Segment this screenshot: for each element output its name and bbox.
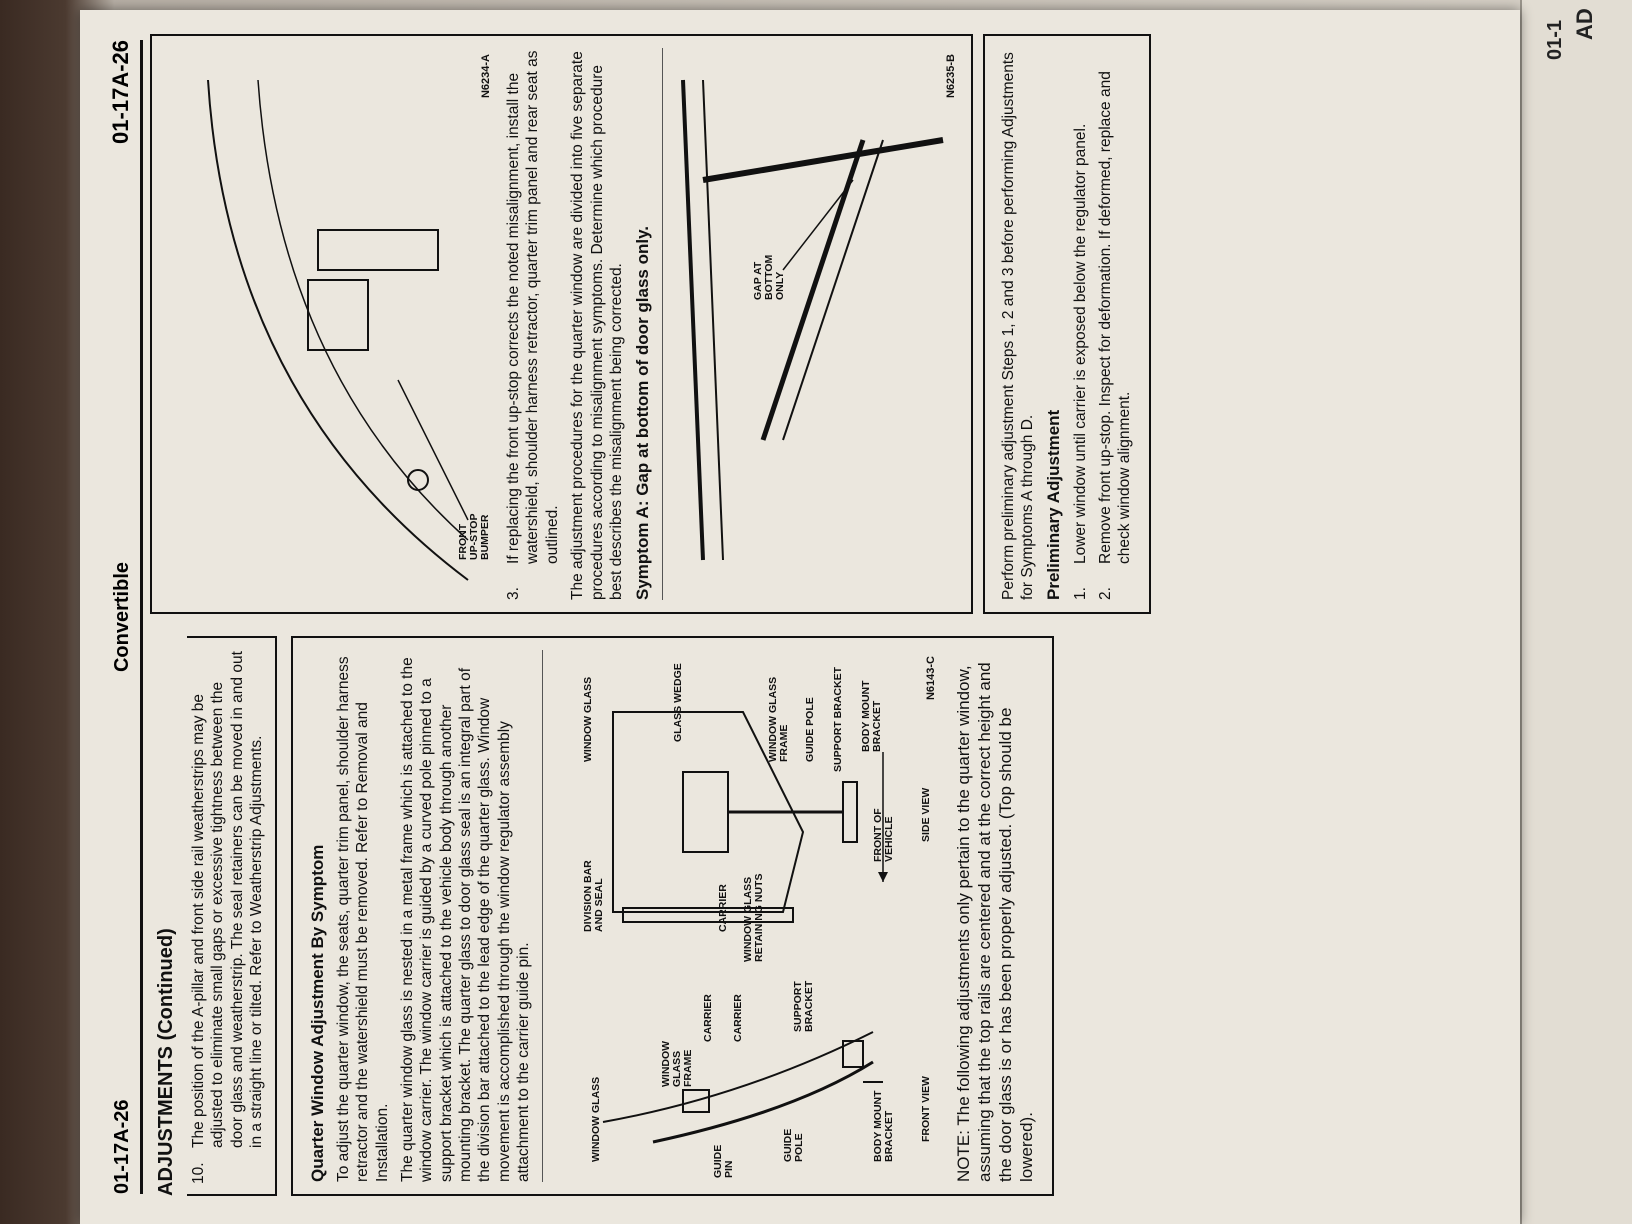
figure-id-gap: N6235-B: [944, 54, 957, 99]
prelim-step-2: [1096, 48, 1135, 600]
label-window-glass-frame-front: WINDOW GLASS FRAME: [659, 1040, 694, 1087]
label-window-glass-frame-side: WINDOW GLASS FRAME: [766, 676, 790, 762]
label-retaining-nuts: WINDOW GLASS RETAINING NUTS: [741, 873, 765, 962]
label-front-up-stop-bumper: FRONT UP-STOP BUMPER: [457, 513, 492, 560]
prelim-step-2-number: 2.: [1096, 587, 1114, 600]
label-support-bracket-front: SUPPORT BRACKET: [791, 980, 815, 1032]
adjacent-page: [1520, 0, 1632, 1224]
figure-id-left: N6143-C: [924, 656, 937, 701]
adjustments-heading: ADJUSTMENTS (Continued): [155, 928, 177, 1196]
prelim-intro: Perform preliminary adjustment Steps 1, 2 and 3 before performing Adjustments for Symptoms A through D.: [999, 52, 1036, 600]
section-title: Quarter Window Adjustment By Symptom: [307, 844, 327, 1182]
up-stop-figure: [168, 48, 498, 600]
label-carrier-front-b: CARRIER: [731, 994, 744, 1042]
label-body-mount-bracket-front: BODY MOUNT BRACKET: [871, 1090, 895, 1162]
preliminary-box: [983, 34, 1151, 614]
step-3: [504, 48, 562, 600]
label-guide-pole-front: GUIDE POLE: [781, 1128, 805, 1162]
label-glass-wedge: GLASS WEDGE: [671, 663, 684, 742]
page-number-right: 01-17A-26: [108, 40, 133, 144]
section-name: Convertible: [111, 561, 133, 673]
label-carrier-front-a: CARRIER: [701, 994, 714, 1042]
step-10-number: 10.: [190, 1162, 207, 1184]
label-window-glass-front: WINDOW GLASS: [589, 1076, 602, 1162]
prelim-step-1-text: Lower window until carrier is exposed below the regulator panel.: [1071, 123, 1089, 564]
symptom-a: Symptom A: Gap at bottom of door glass only.: [633, 225, 653, 600]
prelim-step-1: [1071, 48, 1090, 600]
prelim-step-1-number: 1.: [1071, 587, 1089, 600]
prelim-title: Preliminary Adjustment: [1044, 409, 1064, 600]
label-body-mount-bracket-side: BODY MOUNT BRACKET: [859, 680, 883, 752]
prelim-step-2-text: Remove front up-stop. Inspect for deformation. If deformed, replace and check window alignment.: [1096, 71, 1134, 564]
label-gap-at-bottom: GAP AT BOTTOM ONLY: [751, 254, 786, 300]
page-number-left: 01-17A-26: [111, 1099, 133, 1194]
label-guide-pin: GUIDE PIN: [711, 1144, 735, 1178]
label-guide-pole-side: GUIDE POLE: [803, 697, 816, 762]
step-3-number: 3.: [505, 587, 522, 600]
label-front-view: FRONT VIEW: [919, 1076, 932, 1142]
page-header: [100, 40, 143, 1194]
label-front-of-vehicle: FRONT OF VEHICLE: [871, 808, 895, 862]
para-2: The quarter window glass is nested in a metal frame which is attached to the window carrier. The window carrier is guided by a curved pole pinned to a support bracket which is attached to the vehicle body through another mounting bracket. The quarter glass to door glass seal is an integral part of the division bar attached to the lead edge of the quarter glass. Window movement is accomplished through the window regulator assembly attachment to the carrier guide pin.: [398, 657, 533, 1182]
gap-diagram: [663, 48, 963, 600]
up-stop-diagram: [168, 48, 498, 600]
note: NOTE: The following adjustments only pertain to the quarter window, assuming that the top rails are centered and at the correct height and the door glass is or has been properly adjusted. (Top should be lowered).: [953, 662, 1037, 1182]
left-column: [150, 636, 1054, 1196]
step-10-text: The position of the A-pillar and front side rail weatherstrips may be adjusted to eliminate small gaps or excessive tightness between the door glass and weatherstrip. The seal retainers can be moved in and out in a straight line or tilted. Refer to Weatherstrip Adjustments.: [190, 651, 266, 1148]
figure-id-up-stop: N6234-A: [480, 54, 493, 99]
right-box: [150, 34, 973, 614]
step-3-text: If replacing the front up-stop corrects the noted misalignment, install the watershield, shoulder harness retractor, quarter trim panel and rear seat as outlined.: [505, 50, 561, 564]
step-10: [187, 636, 277, 1196]
label-support-bracket-side: SUPPORT BRACKET: [831, 666, 844, 772]
adjacent-page-heading: AD: [1572, 8, 1597, 40]
manual-page: [80, 10, 1520, 1224]
para-1: To adjust the quarter window, the seats, quarter trim panel, shoulder harness retractor and the watershield must be removed. Refer to Removal and Installation.: [334, 656, 391, 1182]
label-side-view: SIDE VIEW: [919, 787, 932, 842]
label-carrier-side: CARRIER: [716, 884, 729, 932]
procedures-paragraph: The adjustment procedures for the quarter window are divided into five separate procedures according to misalignment symptoms. Determine which procedure best describes the misalignment being corrected.: [569, 51, 625, 600]
label-division-bar: DIVISION BAR AND SEAL: [581, 860, 605, 932]
label-window-glass-side: WINDOW GLASS: [581, 676, 594, 762]
quarter-window-figure: [542, 650, 943, 1182]
adjacent-page-code: 01-1: [1544, 19, 1566, 60]
quarter-window-box: [291, 636, 1054, 1196]
gap-figure: [662, 48, 963, 600]
right-column: [150, 34, 1151, 614]
